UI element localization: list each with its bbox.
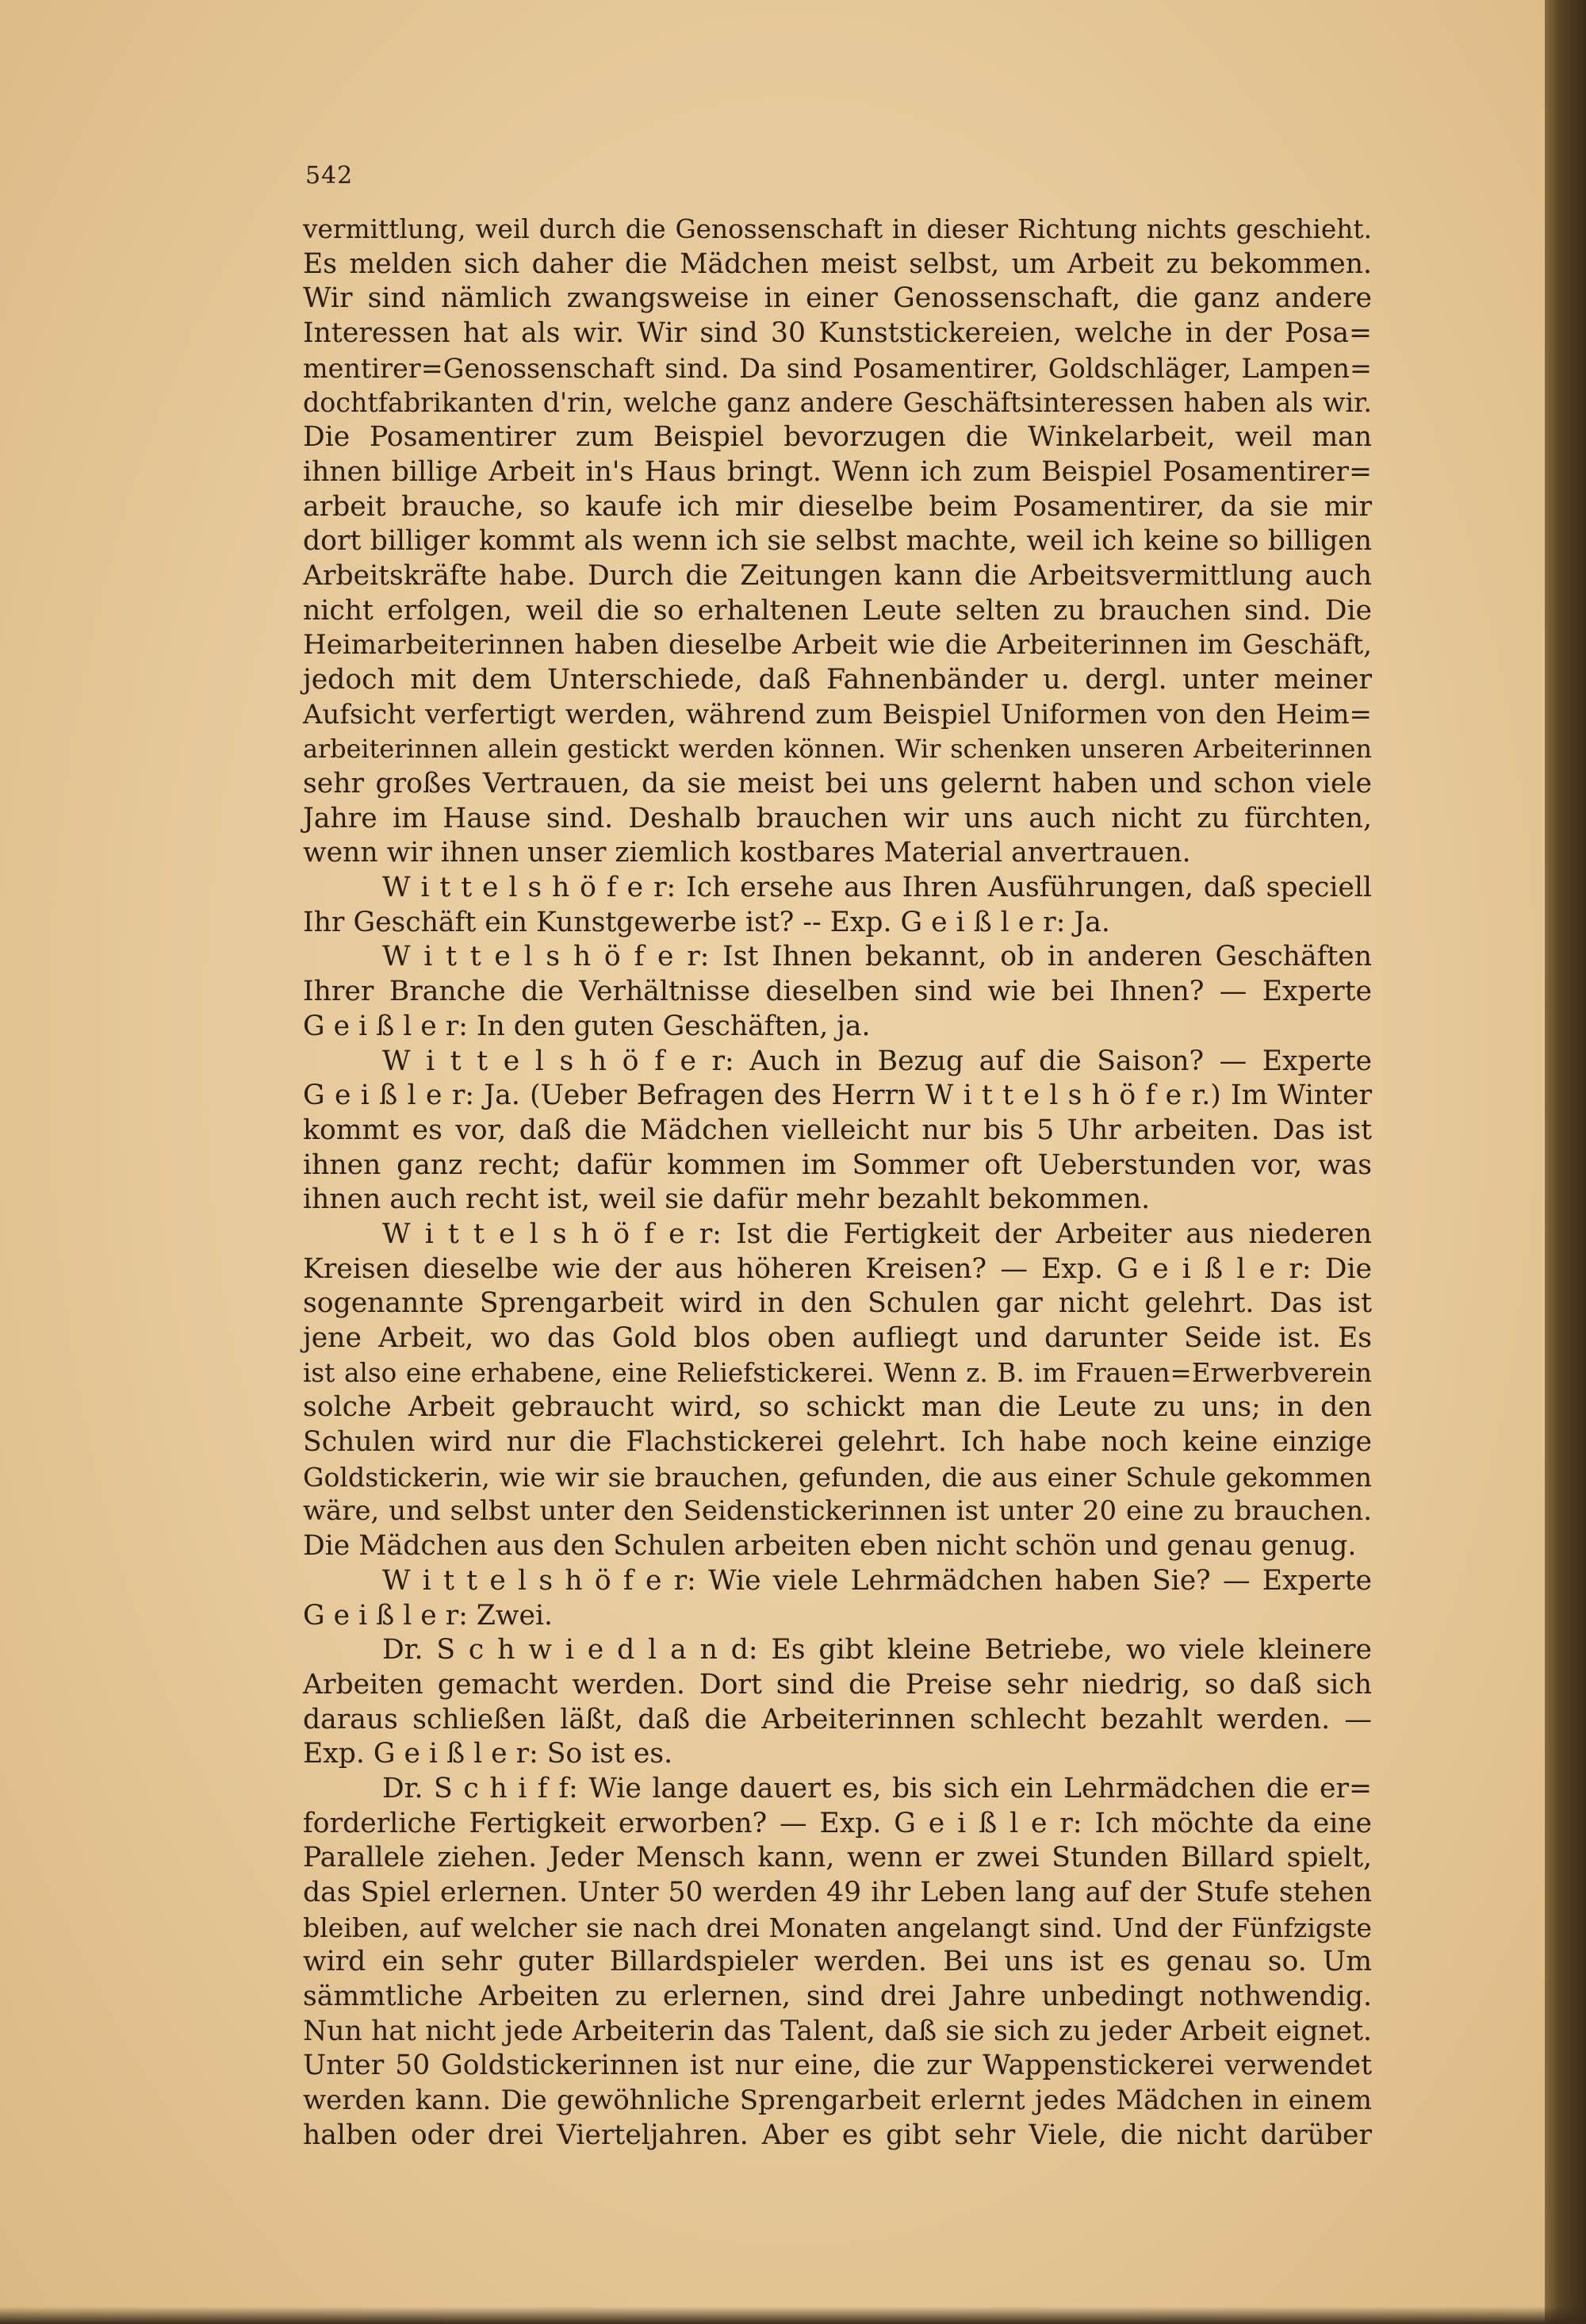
text-line: W i t t e l s h ö f e r: Wie viele Lehrmädchen haben Sie? — Experte <box>382 1564 1372 1597</box>
text-line: sämmtliche Arbeiten zu erlernen, sind drei Jahre unbedingt nothwendig. <box>303 1981 1372 2013</box>
text-line: Ihr Geschäft ein Kunstgewerbe ist? -- Exp. G e i ß l e r: Ja. <box>303 906 1110 938</box>
text-line: arbeiterinnen allein gestickt werden können. Wir schenken unseren Arbeiterinnen <box>303 734 1372 765</box>
text-line: G e i ß l e r: Zwei. <box>303 1599 554 1632</box>
text-line: W i t t e l s h ö f e r: Ich ersehe aus Ihren Ausführungen, daß speciell <box>382 872 1372 904</box>
text-line: ihnen auch recht ist, weil sie dafür mehr bezahlt bekommen. <box>303 1183 1151 1216</box>
text-line: Jahre im Hause sind. Deshalb brauchen wir uns auch nicht zu fürchten, <box>303 802 1372 834</box>
text-line: bleiben, auf welcher sie nach drei Monaten angelangt sind. Und der Fünfzigste <box>303 1912 1372 1943</box>
text-line: halben oder drei Vierteljahren. Aber es gibt sehr Viele, die nicht darüber <box>303 2119 1372 2151</box>
text-line: Parallele ziehen. Jeder Mensch kann, wenn er zwei Stunden Billard spielt, <box>303 1842 1372 1874</box>
text-line: W i t t e l s h ö f e r: Ist Ihnen bekannt, ob in anderen Geschäften <box>382 941 1372 973</box>
text-line: G e i ß l e r: In den guten Geschäften, ja. <box>303 1010 871 1042</box>
body-text <box>303 213 1372 2153</box>
text-line: forderliche Fertigkeit erworben? — Exp. G e i ß l e r: Ich möchte da eine <box>303 1807 1372 1839</box>
text-line: Die Posamentirer zum Beispiel bevorzugen die Winkelarbeit, weil man <box>303 421 1372 454</box>
text-line: Ihrer Branche die Verhältnisse dieselben sind wie bei Ihnen? — Experte <box>303 976 1372 1008</box>
text-line: Dr. S c h i f f: Wie lange dauert es, bis sich ein Lehrmädchen die er= <box>382 1772 1372 1804</box>
text-line: W i t t e l s h ö f e r: Ist die Fertigkeit der Arbeiter aus niederen <box>382 1218 1372 1250</box>
text-line: W i t t e l s h ö f e r: Auch in Bezug auf die Saison? — Experte <box>382 1045 1372 1077</box>
text-line: Interessen hat als wir. Wir sind 30 Kunststickereien, welche in der Posa= <box>303 317 1372 350</box>
text-line: jene Arbeit, wo das Gold blos oben aufliegt und darunter Seide ist. Es <box>303 1322 1372 1354</box>
text-line: nicht erfolgen, weil die so erhaltenen Leute selten zu brauchen sind. Die <box>303 594 1372 627</box>
text-line: mentirer=Genossenschaft sind. Da sind Posamentirer, Goldschläger, Lampen= <box>303 352 1372 384</box>
text-line: kommt es vor, daß die Mädchen vielleicht nur bis 5 Uhr arbeiten. Das ist <box>303 1114 1372 1146</box>
text-line: sehr großes Vertrauen, da sie meist bei uns gelernt haben und schon viele <box>303 768 1372 800</box>
text-line: Die Mädchen aus den Schulen arbeiten eben nicht schön und genau genug. <box>303 1530 1357 1563</box>
text-line: Schulen wird nur die Flachstickerei gelehrt. Ich habe noch keine einzige <box>303 1426 1372 1459</box>
text-line: Exp. G e i ß l e r: So ist es. <box>303 1738 673 1770</box>
text-line: daraus schließen läßt, daß die Arbeiterinnen schlecht bezahlt werden. — <box>303 1703 1372 1735</box>
text-line: jedoch mit dem Unterschiede, daß Fahnenbänder u. dergl. unter meiner <box>303 663 1372 696</box>
text-line: Nun hat nicht jede Arbeiterin das Talent, daß sie sich zu jeder Arbeit eignet. <box>303 2015 1372 2047</box>
text-line: Wir sind nämlich zwangsweise in einer Genossenschaft, die ganz andere <box>303 282 1372 315</box>
text-line: das Spiel erlernen. Unter 50 werden 49 ihr Leben lang auf der Stufe stehen <box>303 1877 1372 1908</box>
text-line: dochtfabrikanten d'rin, welche ganz andere Geschäftsinteressen haben als wir. <box>303 387 1372 419</box>
text-line: sogenannte Sprengarbeit wird in den Schulen gar nicht gelehrt. Das ist <box>303 1287 1372 1320</box>
text-line: wenn wir ihnen unser ziemlich kostbares Material anvertrauen. <box>303 837 1191 869</box>
text-line: Aufsicht verfertigt werden, während zum Beispiel Uniformen von den Heim= <box>303 698 1372 731</box>
text-line: Heimarbeiterinnen haben dieselbe Arbeit wie die Arbeiterinnen im Geschäft, <box>303 629 1372 662</box>
text-line: vermittlung, weil durch die Genossenschaft in dieser Richtung nichts geschieht. <box>303 214 1372 244</box>
text-line: solche Arbeit gebraucht wird, so schickt man die Leute zu uns; in den <box>303 1391 1372 1424</box>
text-line: G e i ß l e r: Ja. (Ueber Befragen des Herrn W i t t e l s h ö f e r.) Im Winter <box>303 1080 1372 1112</box>
text-line: Dr. S c h w i e d l a n d: Es gibt kleine Betriebe, wo viele kleinere <box>382 1634 1372 1666</box>
text-line: ist also eine erhabene, eine Reliefstickerei. Wenn z. B. im Frauen=Erwerbverein <box>303 1357 1372 1388</box>
text-line: Unter 50 Goldstickerinnen ist nur eine, die zur Wappenstickerei verwendet <box>303 2050 1372 2082</box>
text-line: Goldstickerin, wie wir sie brauchen, gefunden, die aus einer Schule gekommen <box>303 1461 1372 1493</box>
text-line: arbeit brauche, so kaufe ich mir dieselbe beim Posamentirer, da sie mir <box>303 490 1372 523</box>
text-line: wird ein sehr guter Billardspieler werden. Bei uns ist es genau so. Um <box>303 1946 1372 1978</box>
text-line: Arbeiten gemacht werden. Dort sind die Preise sehr niedrig, so daß sich <box>303 1668 1372 1701</box>
text-line: werden kann. Die gewöhnliche Sprengarbeit erlernt jedes Mädchen in einem <box>303 2084 1372 2117</box>
page-number: 542 <box>305 162 354 190</box>
text-line: Kreisen dieselbe wie der aus höheren Kreisen? — Exp. G e i ß l e r: Die <box>303 1252 1372 1285</box>
text-line: wäre, und selbst unter den Seidenstickerinnen ist unter 20 eine zu brauchen. <box>303 1496 1372 1528</box>
text-line: Arbeitskräfte habe. Durch die Zeitungen kann die Arbeitsvermittlung auch <box>303 559 1372 592</box>
text-line: Es melden sich daher die Mädchen meist selbst, um Arbeit zu bekommen. <box>303 247 1372 280</box>
page-edge-shadow <box>1545 0 1586 2324</box>
page-bottom-shadow <box>0 2307 1586 2324</box>
text-line: ihnen ganz recht; dafür kommen im Sommer oft Ueberstunden vor, was <box>303 1149 1372 1181</box>
text-line: ihnen billige Arbeit in's Haus bringt. Wenn ich zum Beispiel Posamentirer= <box>303 455 1372 488</box>
text-line: dort billiger kommt als wenn ich sie selbst machte, weil ich keine so billigen <box>303 525 1372 558</box>
